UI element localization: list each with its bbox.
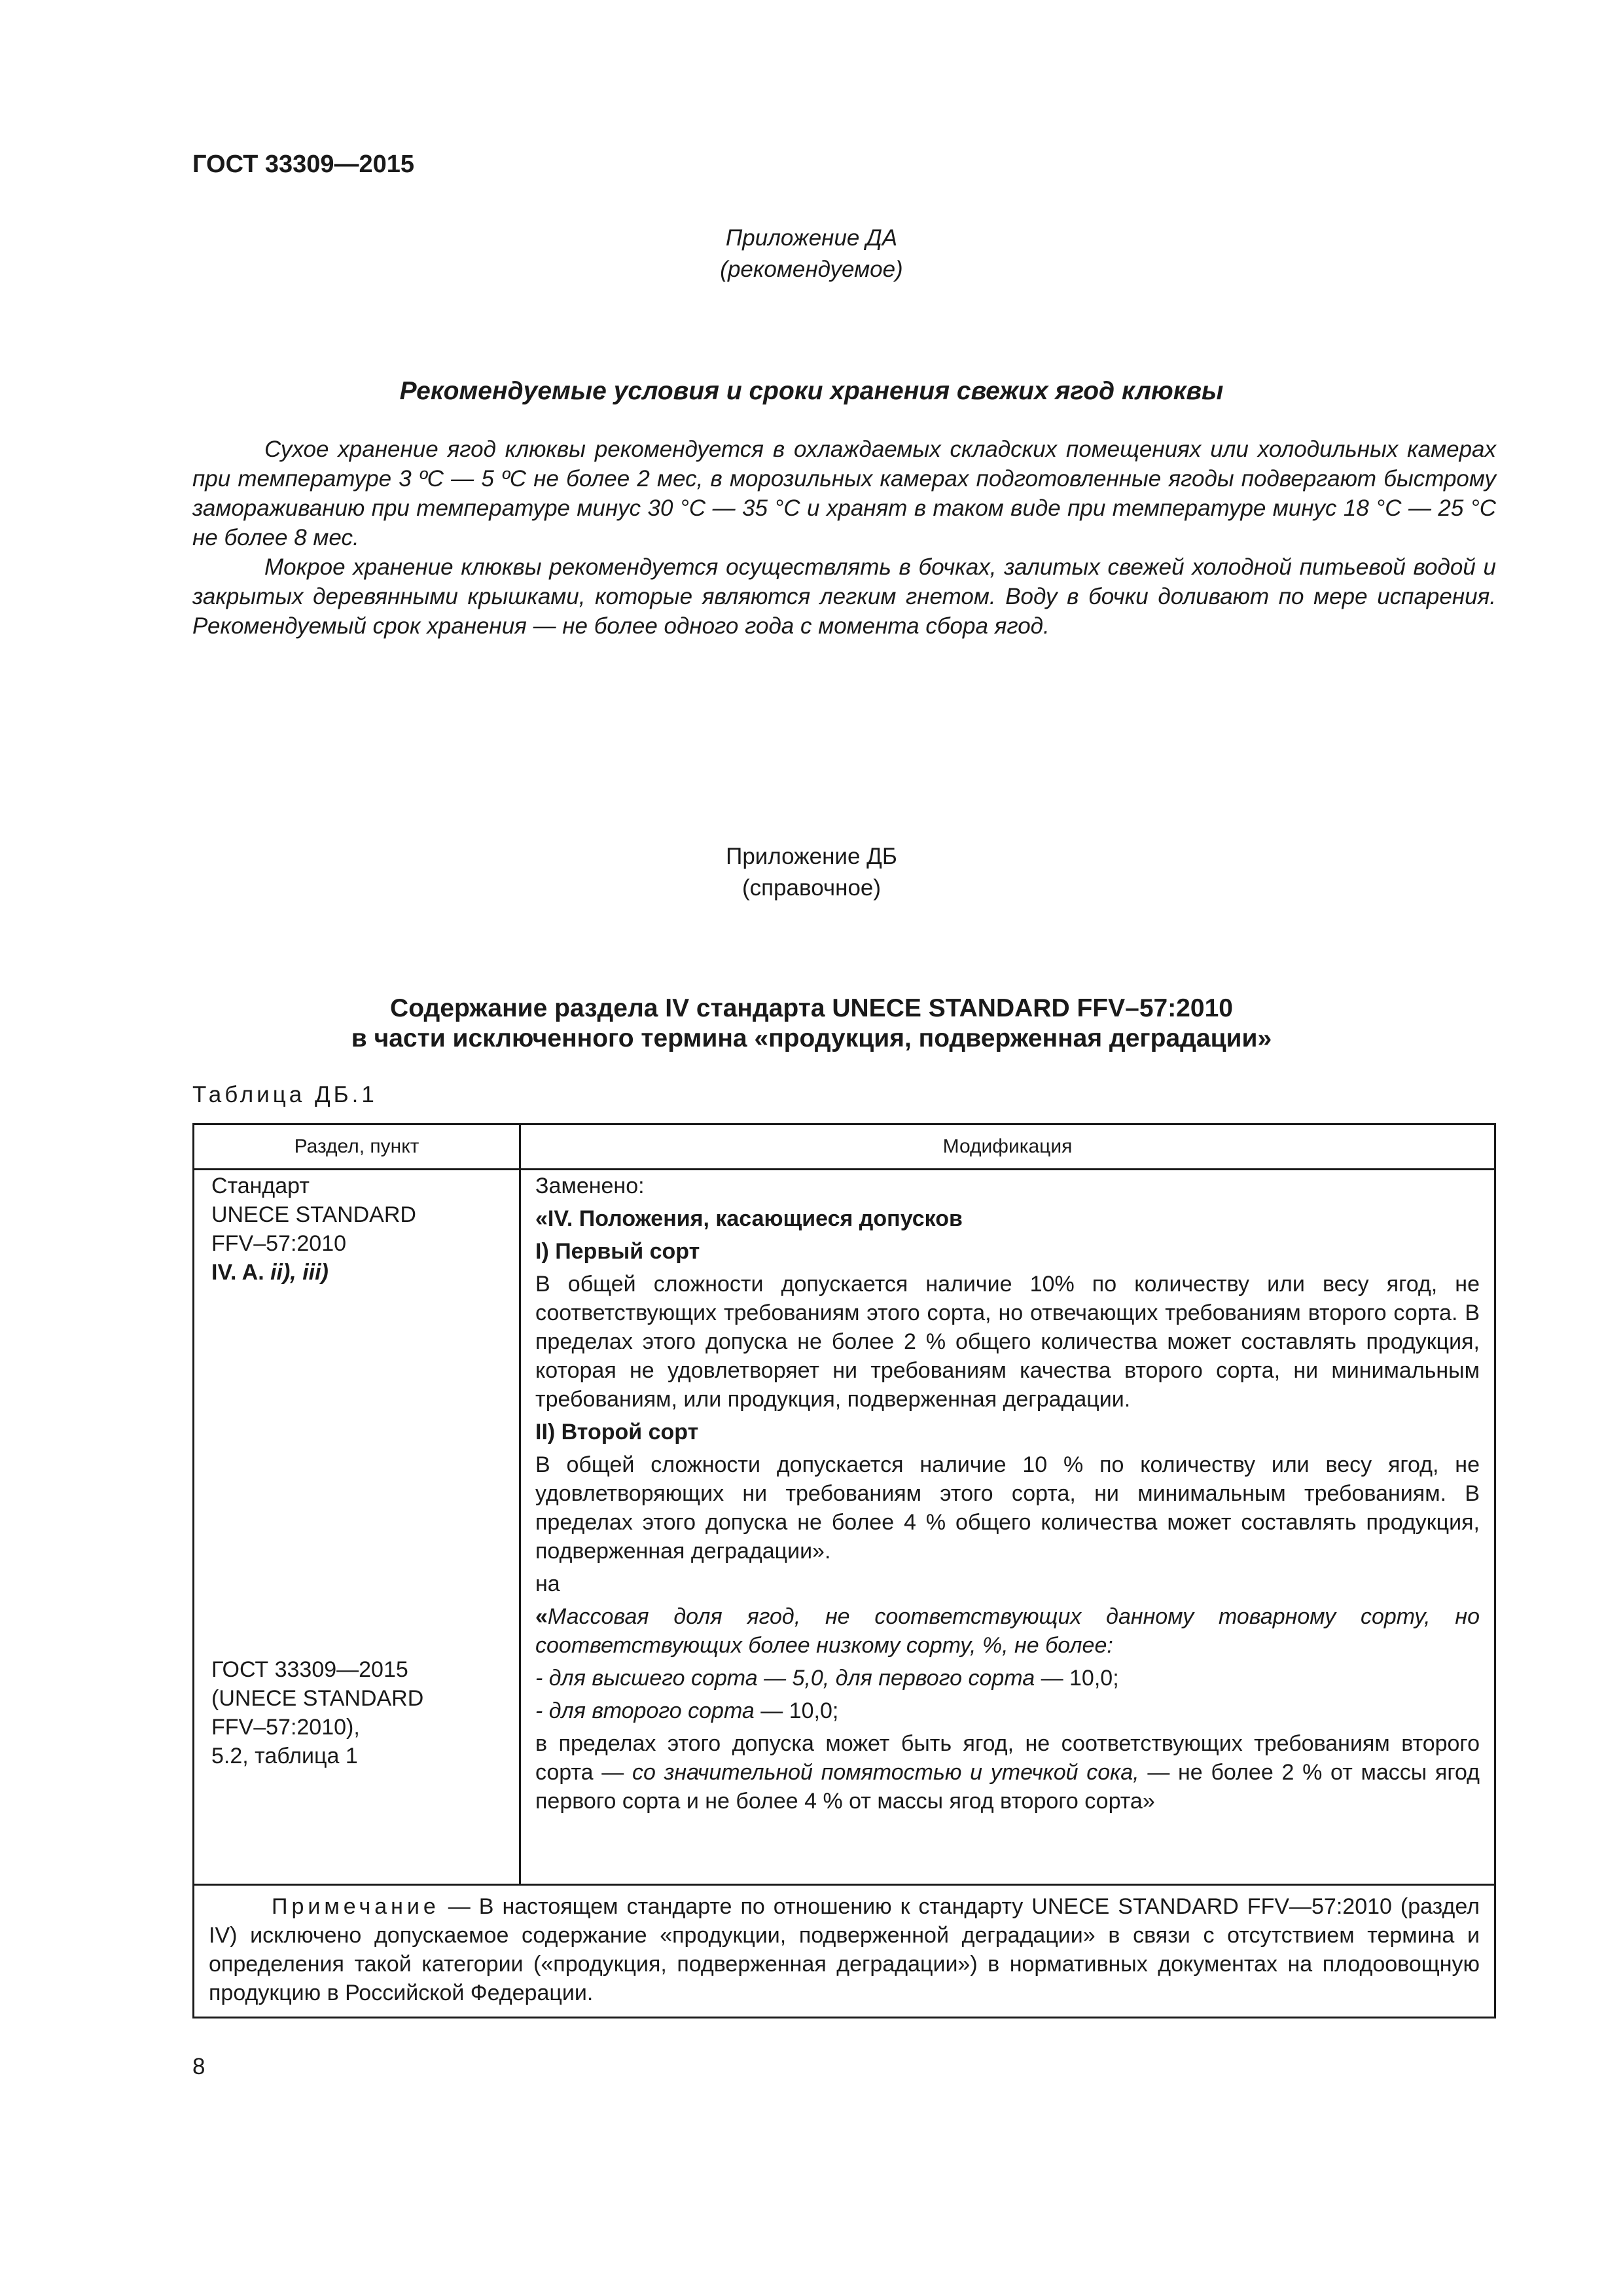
list-item-italic: - для высшего сорта — 5,0, для первого сорта xyxy=(535,1666,1035,1691)
new-wording xyxy=(535,1602,1480,1660)
table-row xyxy=(194,1170,1495,1885)
quote-mark: « xyxy=(535,1604,548,1629)
note-label: Примечание xyxy=(272,1894,440,1919)
table-header-row xyxy=(194,1124,1495,1170)
second-grade-heading: II) Второй сорт xyxy=(535,1420,699,1444)
paragraph-dry-storage: Сухое хранение ягод клюквы рекомендуется в охлаждаемых складских помещениях или холодильных камерах при температуре 3 ºС — 5 ºС не более 2 мес, в морозильных камерах подготовленные ягоды подвергают быстрому замораживанию при температуре минус 30 °С — 35 °С и хранят в таком виде при температуре минус 18 °С — 25 °С не более 8 мес. xyxy=(192,437,1496,550)
header-section-point: Раздел, пункт xyxy=(194,1124,520,1170)
appendix-da-heading xyxy=(0,223,1623,285)
appendix-da-status: (рекомендуемое) xyxy=(720,257,903,282)
na-label: на xyxy=(535,1571,560,1596)
table-note-row xyxy=(194,1885,1495,2018)
ref-line: (UNECE STANDARD xyxy=(211,1686,424,1711)
list-item xyxy=(535,1696,1480,1725)
ref-clause xyxy=(211,1258,416,1287)
table-caption: Таблица ДБ.1 xyxy=(192,1082,378,1107)
ref-line: Стандарт xyxy=(211,1174,310,1198)
note-text: — В настоящем стандарте по отношению к стандарту UNECE STANDARD FFV—57:2010 (раздел IV) исключено допускаемое содержание «продукции, подверженной деградации» в связи с отсутствием термина и определения такой категории («продукция, подверженная деградации») в нормативных документах на плодоовощную продукцию в Российской Федерации. xyxy=(209,1894,1480,2005)
appendix-db-status: (справочное) xyxy=(741,875,882,901)
table-db1 xyxy=(192,1123,1496,2018)
header-modification: Модификация xyxy=(520,1124,1495,1170)
ref-line: UNECE STANDARD xyxy=(211,1202,416,1227)
appendix-db-heading xyxy=(0,841,1623,904)
gost-standard-ref xyxy=(211,1655,423,1770)
replaced-label: Заменено: xyxy=(535,1174,645,1198)
appendix-db-title-line1: Содержание раздела IV стандарта UNECE STANDARD FFV–57:2010 xyxy=(390,994,1233,1022)
list-item-italic: - для второго сорта xyxy=(535,1698,755,1723)
list-item xyxy=(535,1664,1480,1693)
first-grade-heading: I) Первый сорт xyxy=(535,1239,700,1264)
appendix-db-title-line2: в части исключенного термина «продукция, подверженная деградации» xyxy=(351,1024,1272,1052)
ref-clause-italic: ii), iii) xyxy=(270,1260,329,1285)
section-cell xyxy=(194,1170,520,1885)
paragraph-wet-storage: Мокрое хранение клюквы рекомендуется осуществлять в бочках, залитых свежей холодной питьевой водой и закрытых деревянными крышками, которые являются легким гнетом. Воду в бочки доливают по мере испарения. Рекомендуемый срок хранения — не более одного года с момента сбора ягод. xyxy=(192,554,1496,639)
ref-line: FFV–57:2010), xyxy=(211,1715,360,1740)
ref-line: 5.2, таблица 1 xyxy=(211,1744,358,1768)
source-standard-ref xyxy=(211,1172,416,1287)
document-number: ГОСТ 33309—2015 xyxy=(192,151,415,178)
ref-line: ГОСТ 33309—2015 xyxy=(211,1657,408,1682)
new-wording-text: Массовая доля ягод, не соответствующих данному товарному сорту, но соответствующих более низкому сорту, %, не более: xyxy=(535,1604,1480,1658)
appendix-db-label: Приложение ДБ xyxy=(726,844,897,869)
first-grade-text: В общей сложности допускается наличие 10% по количеству или весу ягод, не соответствующих требованиям этого сорта, но отвечающих требованиям второго сорта. В пределах этого допуска не более 2 % общего количества может составлять продукция, которая не удовлетворяет ни требованиям качества второго сорта, ни минимальным требованиям, или продукция, подверженная деградации. xyxy=(535,1272,1480,1412)
table-note xyxy=(194,1885,1495,2018)
tolerance-text-part: в пределах этого допуска может быть ягод, не соответствующих требованиям второго сорта — xyxy=(535,1731,1480,1785)
ref-clause-bold: IV. A. xyxy=(211,1260,271,1285)
ref-line: FFV–57:2010 xyxy=(211,1231,347,1256)
section-iv-heading: «IV. Положения, касающиеся допусков xyxy=(535,1206,963,1231)
appendix-db-title xyxy=(0,994,1623,1054)
tolerance-text-part: — не более 2 % от массы ягод первого сорта и не более 4 % от массы ягод второго сорта» xyxy=(535,1760,1480,1814)
appendix-da-title: Рекомендуемые условия и сроки хранения свежих ягод клюквы xyxy=(399,377,1224,405)
modification-cell xyxy=(520,1170,1495,1885)
tolerance-text xyxy=(535,1729,1480,1816)
second-grade-text: В общей сложности допускается наличие 10 % по количеству или весу ягод, не удовлетворяющих ни требованиям этого сорта, ни минимальным требованиям. В пределах этого допуска не более 4 % общего количества может составлять продукция, подверженная деградации». xyxy=(535,1452,1480,1564)
page-number: 8 xyxy=(192,2054,205,2079)
list-item-value: — 10,0; xyxy=(754,1698,839,1723)
tolerance-text-italic: со значительной помятостью и утечкой сока, xyxy=(632,1760,1139,1785)
appendix-da-label: Приложение ДА xyxy=(725,225,898,251)
list-item-value: — 10,0; xyxy=(1035,1666,1119,1691)
appendix-da-body xyxy=(192,435,1496,641)
